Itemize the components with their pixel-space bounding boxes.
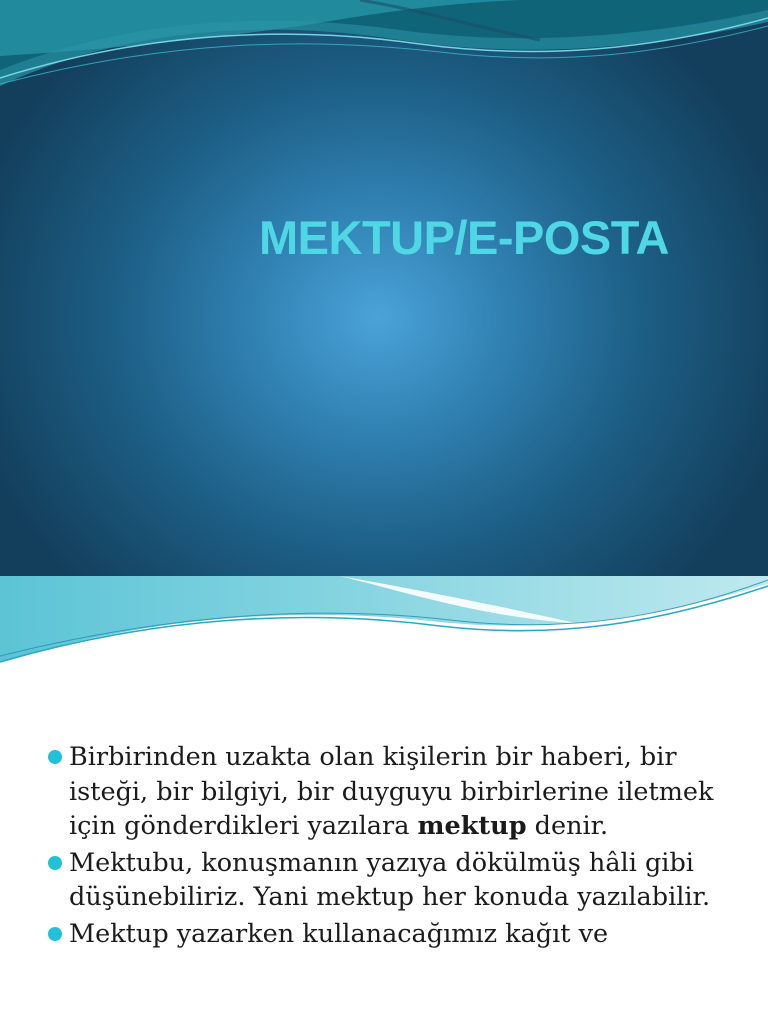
content-slide xyxy=(0,576,768,1024)
list-item: Birbirinden uzakta olan kişilerin bir haberi, bir isteği, bir bilgiyi, bir duyguyu birbirlerine iletmek için gönderdikleri yazılara mektup denir. xyxy=(48,740,748,844)
bullet-icon xyxy=(48,750,62,764)
bullet-list xyxy=(48,740,748,953)
list-item: Mektup yazarken kullanacağımız kağıt ve xyxy=(48,917,748,952)
bullet-icon xyxy=(48,927,62,941)
bullet-icon xyxy=(48,856,62,870)
wave-decoration-top xyxy=(0,576,768,676)
list-item: Mektubu, konuşmanın yazıya dökülmüş hâli gibi düşünebiliriz. Yani mektup her konuda yazılabilir. xyxy=(48,846,748,915)
wave-decoration-top xyxy=(0,0,768,110)
slide-title: MEKTUP/E-POSTA xyxy=(259,211,669,264)
